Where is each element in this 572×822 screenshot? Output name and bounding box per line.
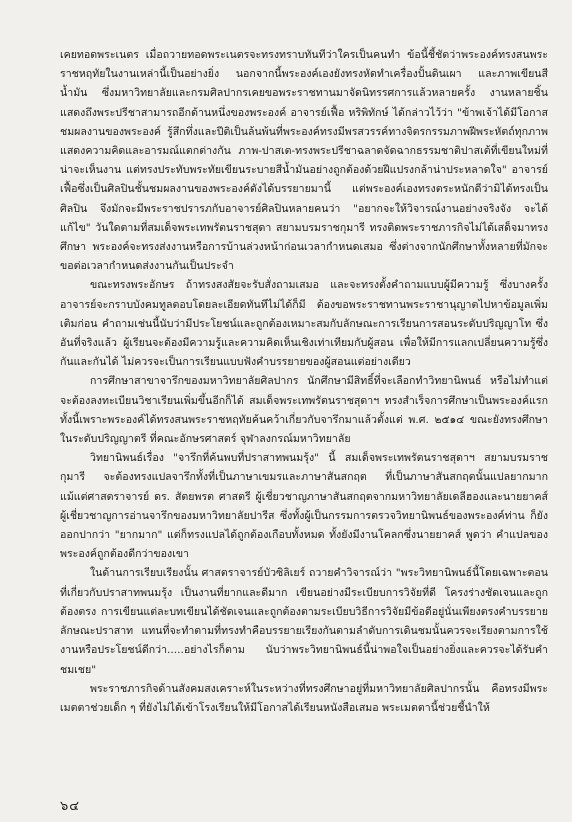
page-number: ๖๔ [60, 799, 81, 814]
paragraph-3: การศึกษาสาขาจารึกของมหาวิทยาลัยศิลปากร นักศึกษามีสิทธิ์ที่จะเลือกทำวิทยานิพนธ์ หรือไม่ทำแต่จะต้องลงทะเบียนวิชาเรียนเพิ่มขึ้นอีกก็ได้ สมเด็จพระเทพรัตนราชสุดาฯ ทรงสำเร็จการศึกษาเป็นพระองค์แรก ทั้งนี้เพราะพระองค์ได้ทรงสนพระราชหฤทัยค้นคว้าเกี่ยวกับจารึกมาแล้วตั้งแต่ พ.ศ. ๒๕๑๔ ขณะยังทรงศึกษาในระดับปริญญาตรี ที่คณะอักษรศาสตร์ จุฬาลงกรณ์มหาวิทยาลัย [60, 375, 548, 446]
paragraph-4: วิทยานิพนธ์เรื่อง "จารึกที่ค้นพบที่ปราสาทพนมรุ้ง" นี้ สมเด็จพระเทพรัตนราชสุดาฯ สยามบรมราชกุมารี จะต้องทรงแปลจารึกทั้งที่เป็นภาษาเขมรและภาษาสันสกฤต ที่เป็นภาษาสันสกฤตนั้นแปลยากมาก แม้แต่ศาสตราจารย์ ดร. สัตยพรต ศาสตรี ผู้เชี่ยวชาญภาษาสันสกฤตจากมหาวิทยาลัยเดลีฮองและนายยาคส์ ผู้เชี่ยวชาญการอ่านจารึกของมหาวิทยาลัยปารีส ซึ่งทั้งผู้เป็นกรรมการตรวจวิทยานิพนธ์ของพระองค์ท่าน ก็ยังออกปากว่า "ยากมาก" แต่ก็ทรงแปลได้ถูกต้องเกือบทั้งหมด ทั้งยังมีงานโคลกซึ่งนายยาคส์ พูดว่า คำแปลของพระองค์ถูกต้องดีกว่าของเขา [60, 452, 548, 561]
paragraph-2: ขณะทรงพระอักษร ถ้าทรงสงสัยจะรับสั่งถามเสมอ และจะทรงตั้งคำถามแบบผู้มีความรู้ ซึ่งบางครั้งอาจารย์จะกราบบังคมทูลตอบโดยละเอียดทันทีไม่ได้ก็มี ต้องขอพระราชทานพระราชานุญาตไปหาข้อมูลเพิ่มเติมก่อน คำถามเช่นนี้นับว่ามีประโยชน์และถูกต้องเหมาะสมกับลักษณะการเรียนการสอนระดับปริญญาโท ซึ่งอันที่จริงแล้ว ผู้เรียนจะต้องมีความรู้และความคิดเห็นเชิงเท่าเทียมกับผู้สอน เพื่อให้มีการแลกเปลี่ยนความรู้ซึ่งกันและกันได้ ไม่ควรจะเป็นการเรียนแบบฟังคำบรรยายของผู้สอนแต่อย่างเดียว [60, 279, 548, 369]
body-text [60, 46, 548, 718]
paragraph-5: ในด้านการเรียบเรียงนั้น ศาสตราจารย์บัวซิลิเยร์ ถวายคำวิจารณ์ว่า "พระวิทยานิพนธ์นี้โดยเฉพาะตอนที่เกี่ยวกับปราสาทพนมรุ้ง เป็นงานที่ยากและดีมาก เขียนอย่างมีระเบียบการวิจัยที่ดี โครงร่างชัดเจนและถูกต้องตรง การเขียนแต่ละบทเขียนได้ชัดเจนและถูกต้องตามระเบียบวิธีการวิจัยมีข้อดีอยู่นั่นเพียงตรงคำบรรยายลักษณะปราสาท แทนที่จะทำตามที่ทรงทำคือบรรยายเรียงกันตามลำดับการเดินชมนั้นควรจะเรียงตามการใช้งานหรือประโยชน์ดีกว่า.....อย่างไรก็ตาม นับว่าพระวิทยานิพนธ์นี้น่าพอใจเป็นอย่างยิ่งและควรจะได้รับคำชมเชย" [60, 567, 548, 676]
paragraph-6: พระราชภารกิจด้านสังคมสงเคราะห์ในระหว่างที่ทรงศึกษาอยู่ที่มหาวิทยาลัยศิลปากรนั้น คือทรงมีพระเมตตาช่วยเด็ก ๆ ที่ยังไม่ได้เข้าโรงเรียนให้มีโอกาสได้เรียนหนังสือเสมอ พระเมตตานี้ช่วยชี้นำให้ [60, 682, 548, 714]
paragraph-1: เคยทอดพระเนตร เมื่อถวายทอดพระเนตรจะทรงทราบทันทีว่าใครเป็นคนทำ ข้อนี้ชี้ชัดว่าพระองค์ทรงสนพระราชหฤทัยในงานเหล่านี้เป็นอย่างยิ่ง นอกจากนี้พระองค์เองยังทรงหัดทำเครื่องปั้นดินเผา และภาพเขียนสีน้ำมัน ซึ่งมหาวิทยาลัยและกรมศิลปากรเคยขอพระราชทานมาจัดนิทรรศการแล้วหลายครั้ง งานหลายชิ้นแสดงถึงพระปรีชาสามารถอีกด้านหนึ่งของพระองค์ อาจารย์เฟื้อ หริพิทักษ์ ได้กล่าวไว้ว่า "ข้าพเจ้าได้มีโอกาสชมผลงานของพระองค์ รู้สึกทึ่งและปีติเป็นล้นพ้นที่พระองค์ทรงมีพรสวรรค์ทางจิตรกรรมภาพฝีพระหัตถ์ทุกภาพแสดงความคิดและอารมณ์แตกต่างกัน ภาพ-ปาสเต-ทรงพระปรีชาฉลาดจัดฉากธรรมชาติปาสเต้ที่เขียนใหม่ที่น่าจะเห็นงาน แต่ทรงประทับพระทัยเขียนระบายสีน้ำมันอย่างถูกต้องด้วยฝีแปรงกล้าน่าประหลาดใจ" อาจารย์เฟื้อซึ่งเป็นศิลปินชั้นชมผลงานของพระองค์ดังได้บรรยายมานี้ แต่พระองค์เองทรงตระหนักดีว่ามิได้ทรงเป็นศิลปิน จึงมักจะมีพระราชปรารภกับอาจารย์ศิลปินหลายคนว่า "อยากจะให้วิจารณ์งานอย่างจริงจัง จะได้แก้ไข" วันใดตามที่สมเด็จพระเทพรัตนราชสุดา สยามบรมราชกุมารี ทรงติดพระราชภารกิจไม่ได้เสด็จมาทรงศึกษา พระองค์จะทรงส่งงานหรือการบ้านล่วงหน้าก่อนเวลากำหนดเสมอ ซึ่งต่างจากนักศึกษาทั้งหลายที่มักจะขอต่อเวลากำหนดส่งงานกันเป็นประจำ [60, 49, 548, 273]
